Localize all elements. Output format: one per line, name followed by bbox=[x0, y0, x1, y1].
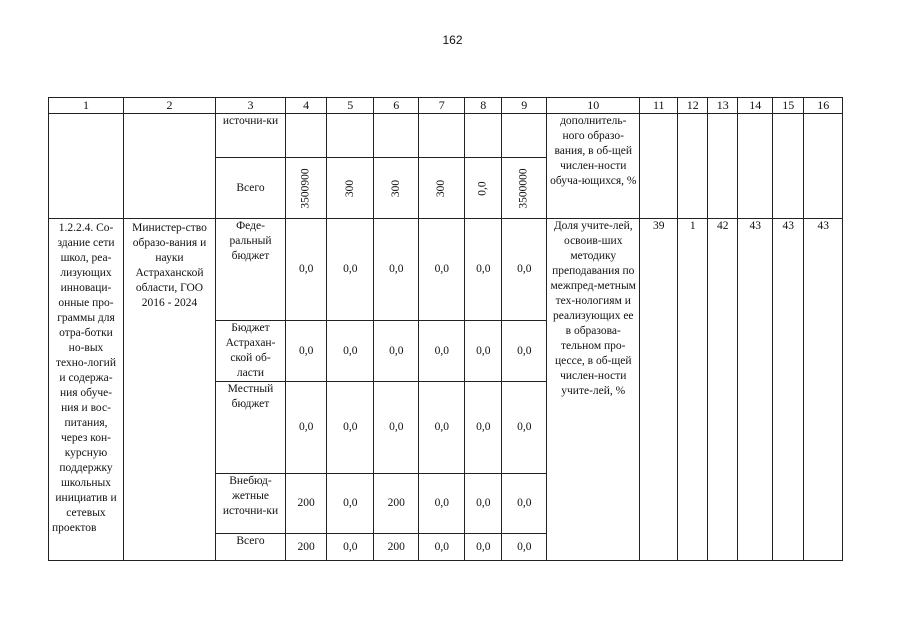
value-cell: 0,0 bbox=[502, 474, 547, 534]
cell-empty bbox=[502, 114, 547, 158]
column-numbers-row bbox=[49, 98, 843, 114]
indicator-value-cell: 42 bbox=[708, 219, 738, 534]
indicator-cell: дополнитель-ного образо-вания, в об-щей числен-ности обуча-ющихся, % bbox=[547, 114, 640, 219]
source-cell: Бюджет Астрахан-ской об-ласти bbox=[216, 321, 286, 382]
value-cell: 200 bbox=[374, 534, 419, 561]
executor-cell: Министер-ство образо-вания и науки Астраханской области, ГОО 2016 - 2024 bbox=[124, 219, 216, 561]
indicator-value-cell: 43 bbox=[738, 219, 773, 534]
program-table bbox=[48, 97, 843, 561]
col-number-5: 5 bbox=[327, 98, 374, 114]
col-number-13: 13 bbox=[708, 98, 738, 114]
cell-empty bbox=[640, 114, 678, 219]
value-cell: 0,0 bbox=[327, 534, 374, 561]
cell-empty bbox=[547, 534, 640, 561]
source-cell: Местный бюджет bbox=[216, 382, 286, 474]
col-number-14: 14 bbox=[738, 98, 773, 114]
indicator-value-cell: 1 bbox=[678, 219, 708, 534]
value-cell: 0,0 bbox=[327, 219, 374, 321]
col-number-3: 3 bbox=[216, 98, 286, 114]
total-value: 3500900 bbox=[299, 167, 312, 209]
total-value: 300 bbox=[389, 179, 402, 197]
col-number-7: 7 bbox=[419, 98, 465, 114]
total-cell bbox=[502, 158, 547, 219]
cell-empty bbox=[327, 114, 374, 158]
cell-empty bbox=[124, 114, 216, 219]
source-cell: Внебюд-жетные источни-ки bbox=[216, 474, 286, 534]
source-cell: Феде-ральный бюджет bbox=[216, 219, 286, 321]
value-cell: 0,0 bbox=[419, 321, 465, 382]
total-value: 300 bbox=[435, 179, 448, 197]
cell-empty bbox=[678, 114, 708, 219]
value-cell: 0,0 bbox=[327, 382, 374, 474]
value-cell: 0,0 bbox=[374, 321, 419, 382]
value-cell: 0,0 bbox=[374, 219, 419, 321]
value-cell: 0,0 bbox=[374, 382, 419, 474]
value-cell: 0,0 bbox=[502, 382, 547, 474]
col-number-15: 15 bbox=[773, 98, 804, 114]
cell-empty bbox=[804, 114, 843, 219]
col-number-8: 8 bbox=[465, 98, 502, 114]
col-number-11: 11 bbox=[640, 98, 678, 114]
cell-empty bbox=[465, 114, 502, 158]
cell-empty bbox=[640, 534, 678, 561]
value-cell: 0,0 bbox=[465, 534, 502, 561]
col-number-2: 2 bbox=[124, 98, 216, 114]
col-number-12: 12 bbox=[678, 98, 708, 114]
value-cell: 0,0 bbox=[286, 219, 327, 321]
value-cell: 0,0 bbox=[502, 534, 547, 561]
value-cell: 0,0 bbox=[465, 321, 502, 382]
page-number: 162 bbox=[442, 33, 463, 47]
source-cell: Всего bbox=[216, 534, 286, 561]
total-cell bbox=[286, 158, 327, 219]
value-cell: 0,0 bbox=[502, 321, 547, 382]
value-cell: 0,0 bbox=[465, 219, 502, 321]
total-value: 0,0 bbox=[476, 180, 489, 196]
value-cell: 200 bbox=[286, 534, 327, 561]
cell-empty bbox=[419, 114, 465, 158]
cell-empty bbox=[678, 534, 708, 561]
cell-empty bbox=[804, 534, 843, 561]
value-cell: 0,0 bbox=[419, 219, 465, 321]
indicator-value-cell: 39 bbox=[640, 219, 678, 534]
value-cell: 0,0 bbox=[419, 534, 465, 561]
value-cell: 0,0 bbox=[327, 321, 374, 382]
value-cell: 0,0 bbox=[327, 474, 374, 534]
cell-empty bbox=[738, 114, 773, 219]
total-cell bbox=[327, 158, 374, 219]
source-cell: источни-ки bbox=[216, 114, 286, 158]
indicator-value-cell: 43 bbox=[804, 219, 843, 534]
value-cell: 0,0 bbox=[465, 474, 502, 534]
total-cell bbox=[374, 158, 419, 219]
value-cell: 0,0 bbox=[502, 219, 547, 321]
total-cell bbox=[419, 158, 465, 219]
col-number-9: 9 bbox=[502, 98, 547, 114]
source-cell: Всего bbox=[216, 158, 286, 219]
col-number-16: 16 bbox=[804, 98, 843, 114]
value-cell: 0,0 bbox=[419, 474, 465, 534]
total-cell bbox=[465, 158, 502, 219]
cell-empty bbox=[708, 114, 738, 219]
total-value: 300 bbox=[343, 179, 356, 197]
indicator-value-cell: 43 bbox=[773, 219, 804, 534]
value-cell: 0,0 bbox=[286, 382, 327, 474]
cell-empty bbox=[738, 534, 773, 561]
table-row bbox=[49, 114, 843, 158]
total-value: 3500000 bbox=[517, 167, 530, 209]
indicator-cell: Доля учите-лей, освоив-ших методику преподавания по межпред-метным тех-нологиям и реализующих ее в образова-тельном про-цессе, в об-щей числен-ности учите-лей, % bbox=[547, 219, 640, 534]
cell-empty bbox=[773, 534, 804, 561]
cell-empty bbox=[773, 114, 804, 219]
cell-empty bbox=[286, 114, 327, 158]
value-cell: 0,0 bbox=[419, 382, 465, 474]
measure-cell: 1.2.2.4. Со-здание сети школ, реа-лизующих инноваци-онные про-граммы для отра-ботки но-вых техно-логий и содержа-ния обуче-ния и вос-питания, через кон-курсную поддержку школьных инициатив и сетевых проектов bbox=[49, 219, 124, 561]
value-cell: 0,0 bbox=[286, 321, 327, 382]
col-number-10: 10 bbox=[547, 98, 640, 114]
col-number-1: 1 bbox=[49, 98, 124, 114]
col-number-6: 6 bbox=[374, 98, 419, 114]
table-row bbox=[49, 219, 843, 321]
value-cell: 200 bbox=[374, 474, 419, 534]
cell-empty bbox=[374, 114, 419, 158]
cell-empty bbox=[708, 534, 738, 561]
col-number-4: 4 bbox=[286, 98, 327, 114]
cell-empty bbox=[49, 114, 124, 219]
value-cell: 200 bbox=[286, 474, 327, 534]
value-cell: 0,0 bbox=[465, 382, 502, 474]
